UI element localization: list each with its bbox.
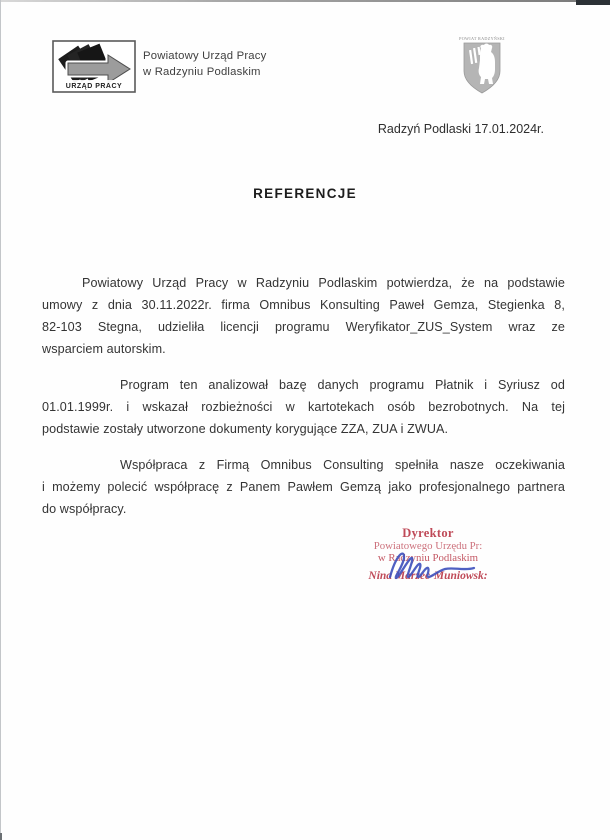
paragraph-3 [42, 454, 565, 520]
handwritten-signature [382, 543, 482, 585]
scan-artifact-left-edge [0, 0, 1, 840]
org-name-line2: w Radzyniu Podlaskim [143, 65, 261, 78]
org-name-block [143, 49, 267, 80]
labor-office-logo [52, 40, 136, 93]
paragraph-1 [42, 272, 565, 360]
crest-caption: POWIAT RADZYŃSKI [459, 36, 505, 41]
scan-artifact-bottom-left [0, 833, 2, 840]
body-line: 82-103 Stegna, udzieliła licencji programu Weryfikator_ZUS_System wraz ze [42, 320, 565, 334]
scan-artifact-top-right-corner [576, 0, 610, 5]
body-line: i możemy polecić współpracę z Panem Pawłem Gemzą jako profesjonalnego partnera [42, 480, 565, 494]
county-crest [457, 33, 507, 97]
body-line: podstawie zostały utworzone dokumenty korygujące ZZA, ZUA i ZWUA. [42, 422, 449, 436]
date-line: Radzyń Podlaski 17.01.2024r. [377, 122, 544, 136]
body-line: wsparciem autorskim. [42, 342, 166, 356]
body-line: umowy z dnia 30.11.2022r. firma Omnibus Konsulting Paweł Gemza, Stegienka 8, [42, 298, 565, 312]
signer-org-line2: w Radzyniu Podlaskim [377, 552, 479, 564]
document-title: REFERENCJE [253, 186, 357, 201]
body-line: Program ten analizował bazę danych programu Płatnik i Syriusz od [120, 378, 565, 392]
paragraph-2 [42, 374, 565, 440]
body-line: Powiatowy Urząd Pracy w Radzyniu Podlaskim potwierdza, że na podstawie [82, 276, 565, 290]
scan-artifact-top-edge [0, 0, 610, 2]
org-name-line1: Powiatowy Urząd Pracy [143, 50, 267, 62]
letter-body [42, 272, 565, 534]
signer-org-line1: Powiatowego Urzędu Pr: [373, 540, 483, 552]
body-line: 01.01.1999r. i wskazał rozbieżności w kartotekach osób bezrobotnych. Na tej [42, 400, 565, 414]
signer-name: Nina Marzec-Muniowsk: [368, 570, 488, 582]
signer-role: Dyrektor [402, 526, 454, 540]
logo-label: URZĄD PRACY [65, 83, 123, 90]
body-line: do współpracy. [42, 502, 127, 516]
body-line: Współpraca z Firmą Omnibus Consulting spełniła nasze oczekiwania [120, 458, 565, 472]
